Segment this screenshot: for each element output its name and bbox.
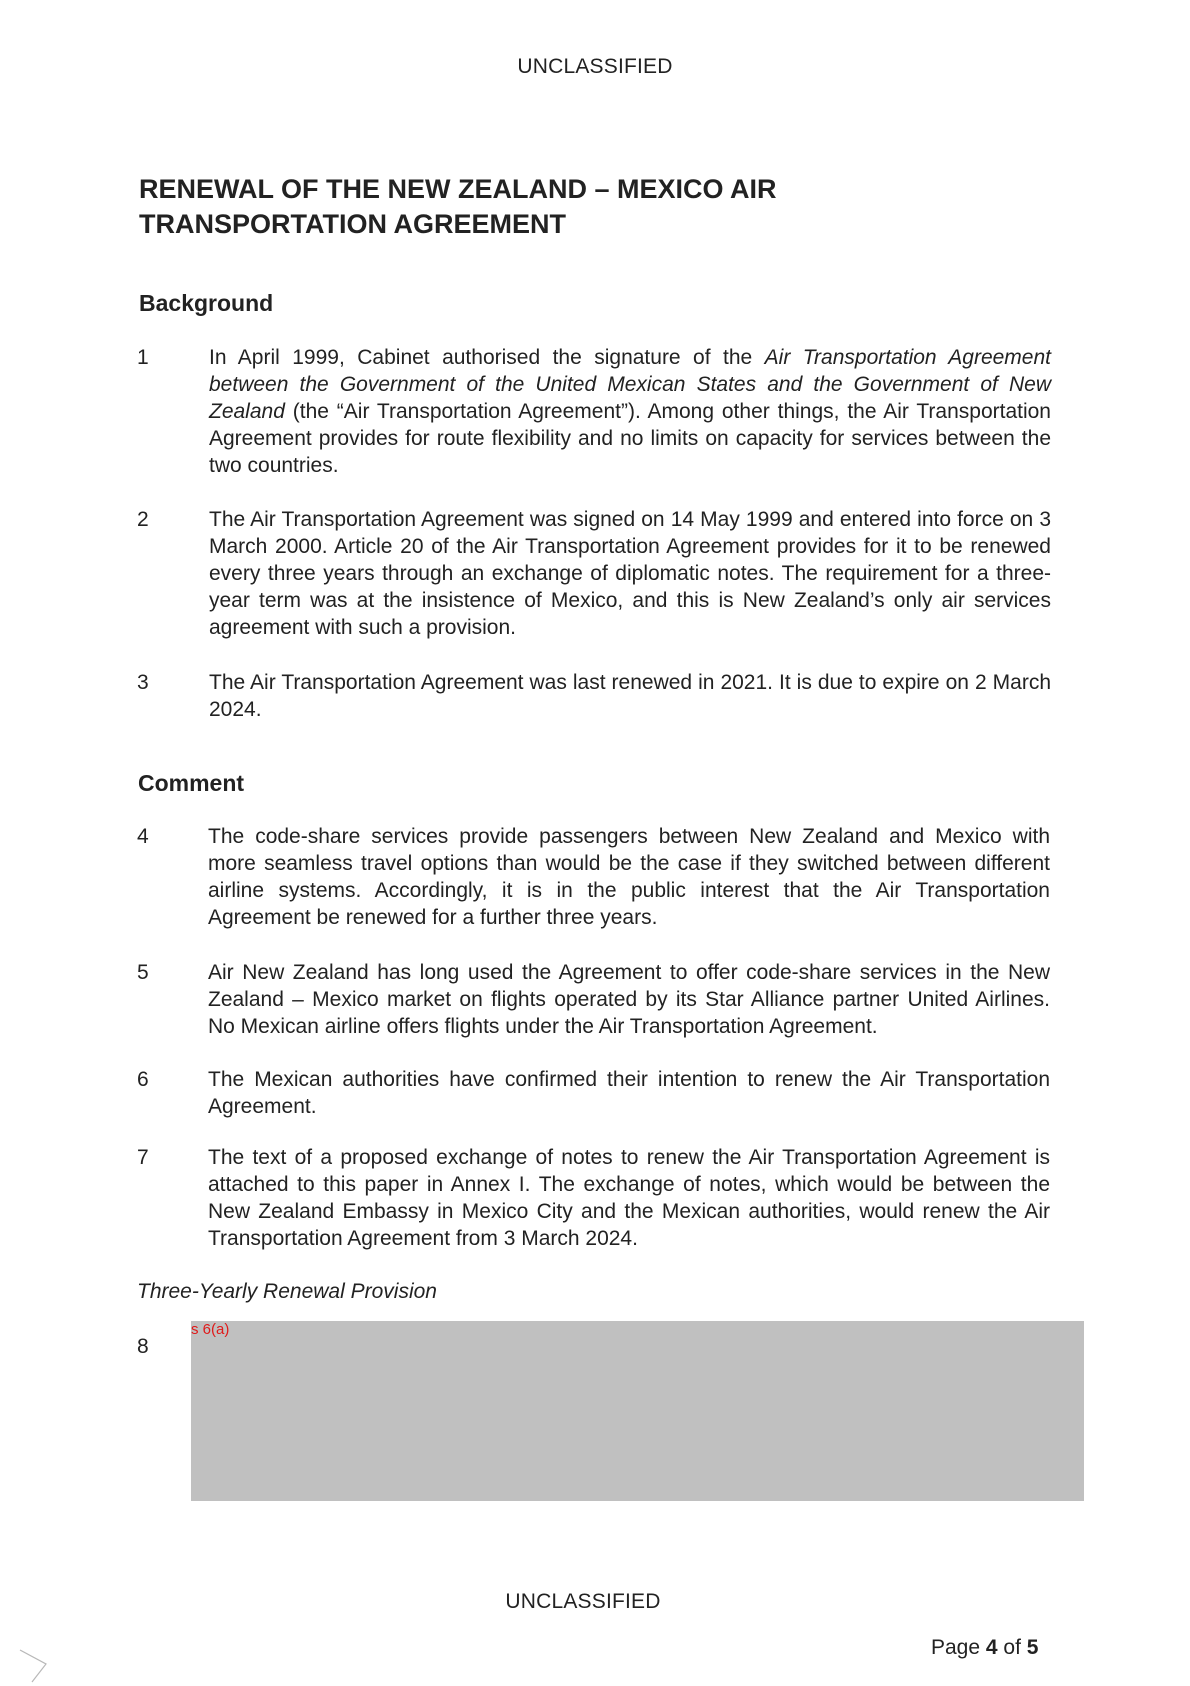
paragraph-number: 1: [137, 346, 149, 369]
subheading-renewal-provision: Three-Yearly Renewal Provision: [137, 1280, 437, 1303]
paragraph-number: 4: [137, 825, 149, 848]
section-heading-background: Background: [139, 290, 274, 316]
paragraph-number: 3: [137, 671, 149, 694]
page-label: Page: [931, 1636, 981, 1659]
paragraph-text-part: In April 1999, Cabinet authorised the signature of the: [209, 346, 765, 369]
title-line-2: TRANSPORTATION AGREEMENT: [139, 209, 566, 239]
redaction-block: [191, 1321, 1084, 1501]
scan-mark-icon: [18, 1646, 54, 1686]
classification-header: UNCLASSIFIED: [517, 55, 673, 78]
paragraph-number: 2: [137, 508, 149, 531]
paragraph-text-part: (the “Air Transportation Agreement”). Among other things, the Air Transportation Agreement provides for route flexibility and no limits on capacity for services between the two countries.: [209, 400, 1051, 477]
agreement-title-italic: Air Transportation Agreement between the Government of the United Mexican States and the Government of New Zealand: [209, 346, 1051, 423]
document-title: [139, 172, 1039, 242]
page-of-label: of: [1003, 1636, 1021, 1659]
paragraph-number: 8: [137, 1335, 149, 1358]
paragraph-number: 6: [137, 1068, 149, 1091]
paragraph-text: The text of a proposed exchange of notes to renew the Air Transportation Agreement is attached to this paper in Annex I. The exchange of notes, which would be between the New Zealand Embassy in Mexico City and the Mexican authorities, would renew the Air Transportation Agreement from 3 March 2024.: [208, 1146, 1050, 1250]
paragraph-text: The Air Transportation Agreement was last renewed in 2021. It is due to expire on 2 March 2024.: [209, 671, 1051, 721]
page-total: 5: [1026, 1636, 1039, 1659]
paragraph-text: The Mexican authorities have confirmed their intention to renew the Air Transportation Agreement.: [208, 1068, 1050, 1118]
paragraph-text: Air New Zealand has long used the Agreement to offer code-share services in the New Zealand – Mexico market on flights operated by its Star Alliance partner United Airlines. No Mexican airline offers flights under the Air Transportation Agreement.: [208, 961, 1050, 1038]
paragraph-text: The code-share services provide passengers between New Zealand and Mexico with more seamless travel options than would be the case if they switched between different airline systems. Accordingly, it is in the public interest that the Air Transportation Agreement be renewed for a further three years.: [208, 825, 1050, 929]
title-line-1: RENEWAL OF THE NEW ZEALAND – MEXICO AIR: [139, 174, 777, 204]
redaction-code: s 6(a): [191, 1321, 230, 1338]
page-number: [931, 1636, 1038, 1660]
paragraph-number: 7: [137, 1146, 149, 1169]
classification-footer: UNCLASSIFIED: [505, 1590, 661, 1613]
paragraph-text: The Air Transportation Agreement was signed on 14 May 1999 and entered into force on 3 March 2000. Article 20 of the Air Transportation Agreement provides for it to be renewed every three years through an exchange of diplomatic notes. The requirement for a three-year term was at the insistence of Mexico, and this is New Zealand’s only air services agreement with such a provision.: [209, 508, 1051, 639]
paragraph-text: [209, 344, 1051, 479]
page-current: 4: [985, 1636, 998, 1659]
paragraph-number: 5: [137, 961, 149, 984]
section-heading-comment: Comment: [138, 770, 245, 796]
